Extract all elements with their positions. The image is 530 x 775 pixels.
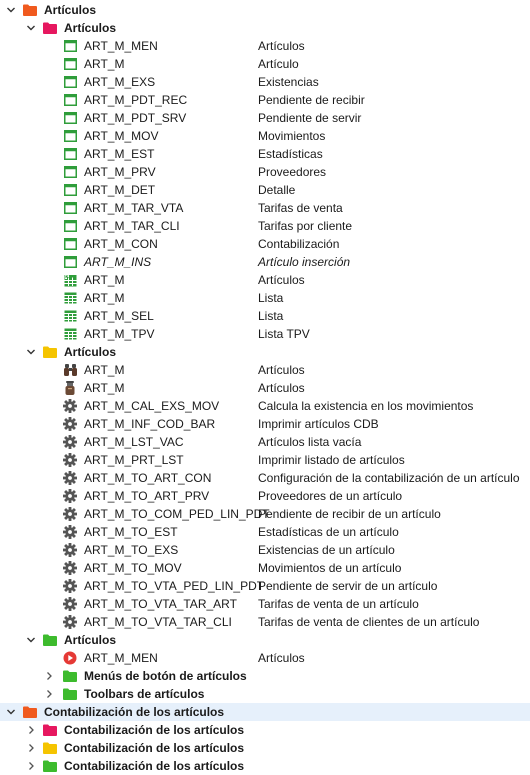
tree-item-label: ART_M — [84, 57, 125, 71]
tree-item-description: Estadísticas de un artículo — [258, 525, 399, 539]
grid-icon — [63, 309, 77, 323]
form-icon — [63, 219, 77, 233]
gear-icon — [63, 489, 77, 503]
tree-item-label: ART_M_EST — [84, 147, 155, 161]
tree-row[interactable] — [0, 199, 530, 217]
folder-green-icon — [63, 687, 77, 701]
tree-row[interactable] — [0, 271, 530, 289]
tree-item-label: ART_M_TO_ART_PRV — [84, 489, 210, 503]
tree-item-description: Calcula la existencia en los movimientos — [258, 399, 474, 413]
tree-item-description: Existencias — [258, 75, 319, 89]
tree-row[interactable] — [0, 721, 530, 739]
form-icon — [63, 75, 77, 89]
tree-item-description: Proveedores de un artículo — [258, 489, 403, 503]
tree-item-description: Existencias de un artículo — [258, 543, 395, 557]
tree-item-label: ART_M_TO_EXS — [84, 543, 179, 557]
tree-item-description: Artículos lista vacía — [258, 435, 362, 449]
tree-row[interactable] — [0, 649, 530, 667]
tree-item-label: ART_M_MOV — [84, 129, 159, 143]
tree-item-label: ART_M_INF_COD_BAR — [84, 417, 216, 431]
form-icon — [63, 201, 77, 215]
tree-item-description: Artículos — [258, 363, 305, 377]
tree-item-label: ART_M_CON — [84, 237, 158, 251]
chevron-right-icon[interactable] — [25, 721, 37, 739]
gear-icon — [63, 435, 77, 449]
tree-item-label: Toolbars de artículos — [84, 687, 205, 701]
tree-item-label: ART_M — [84, 291, 125, 305]
tree-item-label: ART_M_TAR_CLI — [84, 219, 180, 233]
tree-item-description: Tarifas de venta de clientes de un artículo — [258, 615, 480, 629]
form-icon — [63, 57, 77, 71]
form-icon — [63, 237, 77, 251]
tree-item-description: Configuración de la contabilización de un artículo — [258, 471, 520, 485]
tree-item-label: ART_M_SEL — [84, 309, 154, 323]
tree-row[interactable] — [0, 559, 530, 577]
tree-row[interactable] — [0, 217, 530, 235]
tree-row[interactable] — [0, 145, 530, 163]
tree-row[interactable] — [0, 73, 530, 91]
tree-item-description: Movimientos — [258, 129, 326, 143]
tree-row[interactable] — [0, 703, 530, 721]
tree-item-label: ART_M_MEN — [84, 39, 158, 53]
tree-item-description: Proveedores — [258, 165, 327, 179]
tree-row[interactable] — [0, 307, 530, 325]
tree-row[interactable] — [0, 1, 530, 19]
tree-item-description: Artículo — [258, 57, 299, 71]
tree-item-description: Detalle — [258, 183, 296, 197]
gear-icon — [63, 417, 77, 431]
tree-item-description: Pendiente de servir — [258, 111, 362, 125]
tree-row[interactable] — [0, 631, 530, 649]
tree-item-label: Artículos — [64, 345, 117, 359]
chevron-right-icon[interactable] — [25, 739, 37, 757]
gear-icon — [63, 597, 77, 611]
tree-row[interactable] — [0, 379, 530, 397]
tree-row[interactable] — [0, 55, 530, 73]
form-icon — [63, 255, 77, 269]
chevron-right-icon[interactable] — [25, 757, 37, 775]
gear-icon — [63, 543, 77, 557]
tree-item-description: Pendiente de recibir — [258, 93, 365, 107]
tree-item-description: Pendiente de servir de un artículo — [258, 579, 438, 593]
folder-yellow-icon — [43, 741, 57, 755]
tree-item-description: Movimientos de un artículo — [258, 561, 402, 575]
form-icon — [63, 39, 77, 53]
tree-row[interactable] — [0, 451, 530, 469]
form-icon — [63, 129, 77, 143]
tree-row[interactable] — [0, 109, 530, 127]
tree-row[interactable] — [0, 739, 530, 757]
tree-item-description: Tarifas de venta — [258, 201, 343, 215]
chevron-right-icon[interactable] — [43, 685, 55, 703]
tree-row[interactable] — [0, 577, 530, 595]
grid-icon — [63, 291, 77, 305]
tree-row[interactable] — [0, 181, 530, 199]
tree-item-label: ART_M_TO_VTA_TAR_ART — [84, 597, 237, 611]
gear-icon — [63, 579, 77, 593]
tree-item-description: Artículos — [258, 381, 305, 395]
tree-row[interactable] — [0, 361, 530, 379]
tree-row[interactable] — [0, 235, 530, 253]
tree-item-label: ART_M_PDT_REC — [84, 93, 188, 107]
tree-item-label: ART_M — [84, 273, 125, 287]
chevron-down-icon[interactable] — [5, 1, 17, 19]
tree-item-label: Contabilización de los artículos — [64, 759, 245, 773]
tree-item-label: ART_M_MEN — [84, 651, 158, 665]
tree-item-label: Contabilización de los artículos — [64, 741, 245, 755]
tree-item-description: Pendiente de recibir de un artículo — [258, 507, 441, 521]
tree-item-description: Imprimir artículos CDB — [258, 417, 379, 431]
gear-icon — [63, 561, 77, 575]
tree-item-label: ART_M_TPV — [84, 327, 155, 341]
tree-item-description: Lista — [258, 309, 284, 323]
play-icon — [63, 651, 77, 665]
tree-row[interactable] — [0, 415, 530, 433]
tree-item-label: ART_M_LST_VAC — [84, 435, 184, 449]
tree-item-description: Artículos — [258, 651, 305, 665]
tree-item-description: Imprimir listado de artículos — [258, 453, 405, 467]
tree-item-description: Artículo inserción — [258, 255, 351, 269]
monocular-icon — [63, 381, 77, 395]
tree-row[interactable] — [0, 757, 530, 775]
tree-item-label: Contabilización de los artículos — [64, 723, 245, 737]
folder-green-icon — [43, 759, 57, 773]
tree-row[interactable] — [0, 523, 530, 541]
gear-icon — [63, 471, 77, 485]
tree-row[interactable] — [0, 469, 530, 487]
tree-item-description: Lista TPV — [258, 327, 310, 341]
form-icon — [63, 183, 77, 197]
tree-row[interactable] — [0, 19, 530, 37]
gear-icon — [63, 525, 77, 539]
tree-row[interactable] — [0, 685, 530, 703]
folder-orange-icon — [23, 3, 37, 17]
tree-item-description: Contabilización — [258, 237, 340, 251]
tree-row[interactable] — [0, 667, 530, 685]
form-icon — [63, 111, 77, 125]
grid-icon — [63, 327, 77, 341]
chevron-down-icon[interactable] — [25, 19, 37, 37]
tree-item-description: Artículos — [258, 273, 305, 287]
chevron-down-icon[interactable] — [5, 703, 17, 721]
tree-item-label: ART_M_DET — [84, 183, 156, 197]
tree-row[interactable] — [0, 163, 530, 181]
tree-item-description: Tarifas de venta de un artículo — [258, 597, 419, 611]
tree-row[interactable] — [0, 595, 530, 613]
tree-row[interactable] — [0, 253, 530, 271]
tree-item-label: ART_M_TO_COM_PED_LIN_PDT — [84, 507, 270, 521]
folder-green-icon — [43, 633, 57, 647]
tree-row[interactable] — [0, 127, 530, 145]
tree-item-label: ART_M — [84, 363, 125, 377]
tree-item-label: ART_M_CAL_EXS_MOV — [84, 399, 220, 413]
chevron-down-icon[interactable] — [25, 343, 37, 361]
tree-item-label: ART_M_PDT_SRV — [84, 111, 187, 125]
tree-item-label: ART_M_TO_ART_CON — [84, 471, 212, 485]
tree-item-label: Contabilización de los artículos — [44, 705, 225, 719]
tree-row[interactable] — [0, 505, 530, 523]
form-icon — [63, 147, 77, 161]
tree-item-label: ART_M_TO_VTA_TAR_CLI — [84, 615, 232, 629]
tree-item-label: ART_M_TO_VTA_PED_LIN_PDT — [84, 579, 265, 593]
tree-item-label: Artículos — [44, 3, 97, 17]
form-icon — [63, 165, 77, 179]
folder-pink-icon — [43, 723, 57, 737]
tree-row[interactable] — [0, 343, 530, 361]
tree-item-label: ART_M_TO_EST — [84, 525, 178, 539]
gear-icon — [63, 399, 77, 413]
tree-row[interactable] — [0, 91, 530, 109]
tree-item-label: ART_M_PRT_LST — [84, 453, 184, 467]
form-icon — [63, 93, 77, 107]
tree-row[interactable] — [0, 325, 530, 343]
tree-row[interactable] — [0, 289, 530, 307]
tree-row[interactable] — [0, 541, 530, 559]
tree-item-label: ART_M_INS — [84, 255, 152, 269]
tree-item-description: Artículos — [258, 39, 305, 53]
tree-row[interactable] — [0, 397, 530, 415]
folder-pink-icon — [43, 21, 57, 35]
tree-row[interactable] — [0, 613, 530, 631]
tree-item-label: ART_M_TO_MOV — [84, 561, 182, 575]
tree-item-label: ART_M_PRV — [84, 165, 156, 179]
tree-row[interactable] — [0, 433, 530, 451]
gear-icon — [63, 453, 77, 467]
chevron-right-icon[interactable] — [43, 667, 55, 685]
gear-icon — [63, 615, 77, 629]
folder-green-icon — [63, 669, 77, 683]
tree-item-label: ART_M_EXS — [84, 75, 156, 89]
gear-icon — [63, 507, 77, 521]
tree-item-label: Artículos — [64, 21, 117, 35]
tree-item-label: Menús de botón de artículos — [84, 669, 247, 683]
binoculars-icon — [63, 363, 77, 377]
tree-row[interactable] — [0, 487, 530, 505]
folder-orange-icon — [23, 705, 37, 719]
tree-item-description: Tarifas por cliente — [258, 219, 353, 233]
tree-item-label: Artículos — [64, 633, 117, 647]
tree-item-label: ART_M — [84, 381, 125, 395]
grid-link-icon — [63, 273, 77, 287]
chevron-down-icon[interactable] — [25, 631, 37, 649]
tree-item-description: Estadísticas — [258, 147, 323, 161]
folder-yellow-icon — [43, 345, 57, 359]
tree-row[interactable] — [0, 37, 530, 55]
tree-item-description: Lista — [258, 291, 284, 305]
tree-item-label: ART_M_TAR_VTA — [84, 201, 184, 215]
